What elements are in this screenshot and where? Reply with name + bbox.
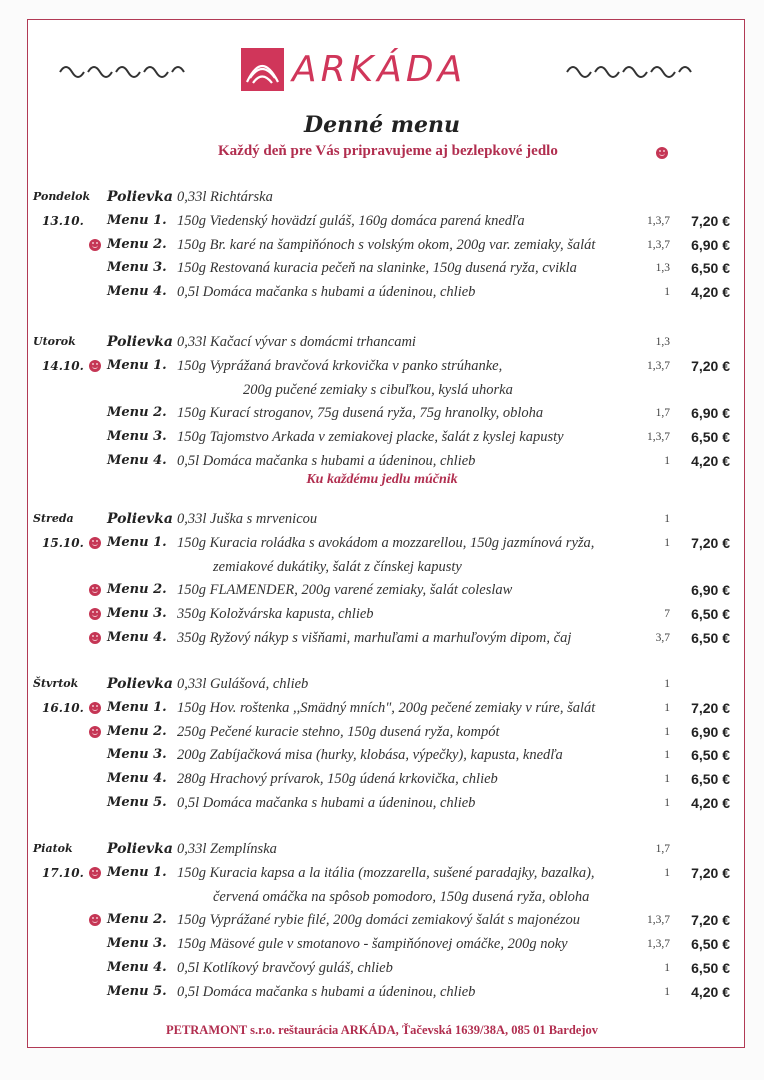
gluten-free-smiley-icon bbox=[89, 239, 101, 251]
allergens: 1,3,7 bbox=[647, 431, 670, 444]
day-date: 13.10. bbox=[42, 213, 84, 228]
day-date: 17.10. bbox=[42, 865, 84, 880]
menu-label: Menu 1. bbox=[107, 212, 167, 228]
menu-description: 280g Hrachový prívarok, 150g údená krkovička, chlieb bbox=[177, 771, 498, 788]
soup-label: Polievka bbox=[107, 189, 173, 205]
menu-item-row bbox=[0, 957, 764, 979]
allergens: 1 bbox=[664, 701, 670, 714]
soup-row bbox=[0, 673, 764, 695]
allergens: 1,3,7 bbox=[647, 238, 670, 251]
soup-description: 0,33l Richtárska bbox=[177, 189, 273, 205]
allergens: 1 bbox=[664, 725, 670, 738]
menu-description: 200g pučené zemiaky s cibuľkou, kyslá uhorka bbox=[243, 381, 513, 398]
allergens: 1,3 bbox=[655, 262, 670, 275]
menu-item-continuation bbox=[0, 379, 764, 401]
allergens: 1 bbox=[664, 797, 670, 809]
soup-row bbox=[0, 838, 764, 860]
menu-label: Menu 4. bbox=[107, 960, 167, 975]
soup-row bbox=[0, 186, 764, 208]
price: 4,20 € bbox=[691, 983, 730, 1000]
menu-description: 0,5l Domáca mačanka s hubami a údeninou, chlieb bbox=[177, 453, 476, 469]
price: 6,90 € bbox=[691, 582, 730, 599]
day-name: Streda bbox=[33, 512, 74, 525]
menu-label: Menu 2. bbox=[107, 723, 167, 739]
gluten-free-smiley-icon bbox=[89, 632, 101, 644]
price: 7,20 € bbox=[691, 864, 730, 881]
soup-description: 0,33l Juška s mrvenicou bbox=[177, 511, 318, 527]
menu-description: 200g Zabíjačková misa (hurky, klobása, výpečky), kapusta, knedľa bbox=[177, 747, 563, 764]
price: 6,90 € bbox=[691, 236, 730, 253]
price: 6,50 € bbox=[691, 936, 730, 953]
menu-description: 0,5l Domáca mačanka s hubami a údeninou, chlieb bbox=[177, 795, 476, 811]
day-name: Pondelok bbox=[33, 190, 91, 203]
menu-label: Menu 1. bbox=[107, 699, 167, 715]
gluten-free-smiley-icon bbox=[89, 914, 101, 926]
allergens: 1 bbox=[664, 455, 670, 467]
menu-description: 150g Hov. roštenka ,,Smädný mních", 200g pečené zemiaky v rúre, šalát bbox=[177, 699, 596, 716]
menu-item-row bbox=[0, 933, 764, 955]
menu-item-row bbox=[0, 792, 764, 814]
allergens: 1 bbox=[664, 773, 670, 786]
allergens: 1 bbox=[664, 962, 670, 974]
soup-label: Polievka bbox=[107, 334, 173, 350]
menu-description: 150g Vyprážané rybie filé, 200g domáci zemiakový šalát s majonézou bbox=[177, 912, 580, 929]
price: 6,50 € bbox=[691, 747, 730, 764]
menu-item-row bbox=[0, 603, 764, 625]
menu-label: Menu 3. bbox=[107, 936, 167, 952]
price: 7,20 € bbox=[691, 534, 730, 551]
ornament-left-icon bbox=[55, 60, 195, 80]
daily-note: Ku každému jedlu múčnik bbox=[306, 472, 458, 487]
logo bbox=[241, 47, 511, 92]
menu-label: Menu 5. bbox=[107, 795, 167, 810]
allergens: 1 bbox=[664, 536, 670, 549]
menu-item-row bbox=[0, 234, 764, 256]
price: 6,50 € bbox=[691, 260, 730, 277]
menu-description: 150g Kuracia roládka s avokádom a mozzarellou, 150g jazmínová ryža, bbox=[177, 534, 595, 551]
menu-description: zemiakové dukátiky, šalát z čínskej kapusty bbox=[213, 558, 462, 575]
menu-description: červená omáčka na spôsob pomodoro, 150g dusená ryža, obloha bbox=[213, 888, 590, 905]
allergens: 7 bbox=[664, 608, 670, 621]
allergens: 1,3,7 bbox=[647, 938, 670, 951]
menu-label: Menu 4. bbox=[107, 284, 167, 300]
allergens: 1 bbox=[664, 985, 670, 998]
menu-label: Menu 2. bbox=[107, 912, 167, 928]
price: 6,50 € bbox=[691, 606, 730, 623]
menu-description: 150g Viedenský hovädzí guláš, 160g domáca parená knedľa bbox=[177, 212, 525, 229]
price: 7,20 € bbox=[691, 699, 730, 716]
ornament-right-icon bbox=[562, 60, 702, 80]
gluten-free-smiley-icon bbox=[656, 147, 668, 159]
price: 7,20 € bbox=[691, 212, 730, 229]
soup-label: Polievka bbox=[107, 841, 173, 857]
soup-description: 0,33l Kačací vývar s domácmi trhancami bbox=[177, 334, 416, 350]
gluten-free-smiley-icon bbox=[89, 537, 101, 549]
menu-description: 0,5l Kotlíkový bravčový guláš, chlieb bbox=[177, 960, 393, 976]
day-name: Utorok bbox=[33, 335, 76, 348]
menu-description: 150g Kuracia kapsa a la itália (mozzarella, sušené paradajky, bazalka), bbox=[177, 864, 595, 881]
gluten-free-smiley-icon bbox=[89, 584, 101, 596]
menu-item-row bbox=[0, 768, 764, 790]
arch-logo-icon bbox=[241, 48, 284, 91]
menu-label: Menu 5. bbox=[107, 983, 167, 999]
price: 4,20 € bbox=[691, 453, 730, 469]
soup-description: 0,33l Zemplínska bbox=[177, 841, 277, 857]
allergens: 1,7 bbox=[655, 843, 670, 855]
allergens: 3,7 bbox=[655, 632, 670, 644]
menu-item-row bbox=[0, 281, 764, 303]
menu-label: Menu 1. bbox=[107, 534, 167, 550]
menu-label: Menu 4. bbox=[107, 630, 167, 645]
menu-label: Menu 3. bbox=[107, 747, 167, 763]
menu-item-row bbox=[0, 402, 764, 424]
price: 4,20 € bbox=[691, 284, 730, 301]
menu-description: 150g Vyprážaná bravčová krkovička v panko strúhanke, bbox=[177, 357, 503, 374]
menu-description: 150g Br. karé na šampiňónoch s volským okom, 200g var. zemiaky, šalát bbox=[177, 236, 596, 253]
menu-description: 250g Pečené kuracie stehno, 150g dusená ryža, kompót bbox=[177, 723, 500, 740]
menu-item-continuation bbox=[0, 886, 764, 908]
menu-item-row bbox=[0, 744, 764, 766]
menu-description: 150g Restovaná kuracia pečeň na slaninke, 150g dusená ryža, cvikla bbox=[177, 260, 577, 277]
allergens: 1 bbox=[664, 678, 670, 690]
price: 6,50 € bbox=[691, 771, 730, 788]
menu-item-row bbox=[0, 697, 764, 719]
price: 6,50 € bbox=[691, 960, 730, 976]
menu-item-row bbox=[0, 426, 764, 448]
menu-label: Menu 1. bbox=[107, 357, 167, 373]
gluten-free-smiley-icon bbox=[89, 867, 101, 879]
menu-label: Menu 1. bbox=[107, 864, 167, 880]
day-date: 14.10. bbox=[42, 358, 84, 373]
menu-label: Menu 3. bbox=[107, 429, 167, 445]
price: 6,90 € bbox=[691, 723, 730, 740]
gluten-free-smiley-icon bbox=[89, 608, 101, 620]
price: 6,50 € bbox=[691, 630, 730, 646]
menu-label: Menu 3. bbox=[107, 260, 167, 276]
soup-label: Polievka bbox=[107, 676, 173, 692]
price: 7,20 € bbox=[691, 357, 730, 374]
price: 7,20 € bbox=[691, 912, 730, 929]
menu-item-row bbox=[0, 721, 764, 743]
menu-item-row bbox=[0, 450, 764, 472]
subtitle: Každý deň pre Vás pripravujeme aj bezlepkové jedlo bbox=[218, 143, 558, 159]
menu-item-row bbox=[0, 862, 764, 884]
allergens: 1 bbox=[664, 866, 670, 879]
day-name: Štvrtok bbox=[33, 677, 79, 690]
gluten-free-smiley-icon bbox=[89, 726, 101, 738]
day-date: 15.10. bbox=[42, 535, 84, 550]
page-title: Denné menu bbox=[304, 112, 460, 138]
soup-label: Polievka bbox=[107, 511, 173, 527]
menu-label: Menu 2. bbox=[107, 405, 167, 421]
logo-text: ARKÁDA bbox=[292, 48, 467, 90]
menu-item-row bbox=[0, 532, 764, 554]
day-date: 16.10. bbox=[42, 700, 84, 715]
menu-label: Menu 4. bbox=[107, 453, 167, 468]
menu-label: Menu 2. bbox=[107, 236, 167, 252]
menu-description: 0,5l Domáca mačanka s hubami a údeninou, chlieb bbox=[177, 983, 476, 1000]
price: 4,20 € bbox=[691, 795, 730, 811]
menu-item-row bbox=[0, 257, 764, 279]
menu-description: 150g Tajomstvo Arkada v zemiakovej placke, šalát z kyslej kapusty bbox=[177, 429, 564, 446]
soup-row bbox=[0, 331, 764, 353]
day-name: Piatok bbox=[33, 842, 73, 855]
allergens: 1 bbox=[664, 286, 670, 299]
allergens: 1,3,7 bbox=[647, 214, 670, 227]
menu-item-row bbox=[0, 909, 764, 931]
allergens: 1 bbox=[664, 513, 670, 525]
menu-description: 150g Kurací stroganov, 75g dusená ryža, 75g hranolky, obloha bbox=[177, 405, 544, 422]
menu-description: 350g Koložvárska kapusta, chlieb bbox=[177, 606, 374, 623]
menu-item-continuation bbox=[0, 556, 764, 578]
allergens: 1,7 bbox=[655, 407, 670, 420]
menu-label: Menu 4. bbox=[107, 771, 167, 787]
menu-item-row bbox=[0, 981, 764, 1003]
menu-label: Menu 2. bbox=[107, 582, 167, 598]
gluten-free-smiley-icon bbox=[89, 702, 101, 714]
allergens: 1,3,7 bbox=[647, 914, 670, 927]
menu-item-row bbox=[0, 579, 764, 601]
gluten-free-smiley-icon bbox=[89, 360, 101, 372]
menu-description: 150g Mäsové gule v smotanovo - šampiňónovej omáčke, 200g noky bbox=[177, 936, 568, 953]
menu-description: 0,5l Domáca mačanka s hubami a údeninou, chlieb bbox=[177, 284, 476, 301]
menu-item-row bbox=[0, 355, 764, 377]
allergens: 1,3,7 bbox=[647, 359, 670, 372]
price: 6,90 € bbox=[691, 405, 730, 422]
footer: PETRAMONT s.r.o. reštaurácia ARKÁDA, Ťačevská 1639/38A, 085 01 Bardejov bbox=[165, 1023, 599, 1037]
soup-description: 0,33l Gulášová, chlieb bbox=[177, 676, 309, 692]
menu-label: Menu 3. bbox=[107, 606, 167, 622]
menu-item-row bbox=[0, 627, 764, 649]
allergens: 1 bbox=[664, 749, 670, 762]
price: 6,50 € bbox=[691, 429, 730, 446]
menu-description: 150g FLAMENDER, 200g varené zemiaky, šalát coleslaw bbox=[177, 582, 513, 599]
menu-item-row bbox=[0, 210, 764, 232]
allergens: 1,3 bbox=[655, 336, 670, 348]
soup-row bbox=[0, 508, 764, 530]
menu-description: 350g Ryžový nákyp s višňami, marhuľami a marhuľovým dipom, čaj bbox=[177, 630, 572, 646]
